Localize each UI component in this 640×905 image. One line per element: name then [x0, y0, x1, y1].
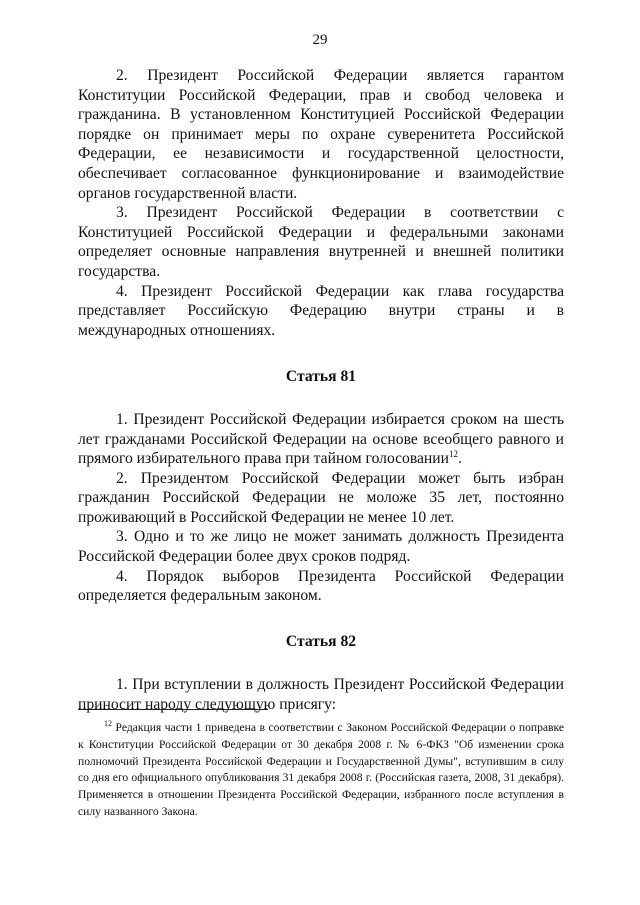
article81-heading: Статья 81	[285, 368, 357, 386]
footnote-number: 12	[104, 719, 112, 729]
article80-part2: 2. Президент Российской Федерации является гарантом Конституции Российской Федерации, прав и свобод человека и гражданина. В установленном Конституцией Российской Федерации порядке он принимает меры по охране суверенитета Российской Федерации, ее независимости и государственной целостности, обеспечивает согласованное функционирование и взаимодействие органов государственной власти.	[78, 67, 564, 202]
page-number: 29	[312, 32, 328, 48]
article81-part1-end: .	[457, 450, 462, 468]
article82-part1: 1. При вступлении в должность Президент Российской Федерации приносит народу следующую присягу:	[78, 676, 564, 714]
article81-part2: 2. Президентом Российской Федерации может быть избран гражданин Российской Федерации не моложе 35 лет, постоянно проживающий в Российской Федерации не менее 10 лет.	[78, 469, 564, 526]
article80-part4: 4. Президент Российской Федерации как глава государства представляет Российскую Федерацию внутри страны и в международных отношениях.	[78, 282, 564, 339]
body-text	[78, 66, 564, 715]
footnote	[78, 720, 564, 821]
footnote-text: Редакция части 1 приведена в соответствии с Законом Российской Федерации о поправке к Конституции Российской Федерации от 30 декабря 2008 г. № 6-ФКЗ "Об изменении срока полномочий Президента Российской Федерации и Государственной Думы", вступившим в силу со дня его официального опубликования 31 декабря 2008 г. (Российская газета, 2008, 31 декабря). Применяется в отношении Президента Российской Федерации, избранного после вступления в силу названного Закона.	[78, 721, 564, 818]
footnote-ref[interactable]: 12	[448, 448, 458, 459]
article81-part4: 4. Порядок выборов Президента Российской Федерации определяется федеральным законом.	[78, 567, 564, 605]
article80-part3: 3. Президент Российской Федерации в соответствии с Конституцией Российской Федерации и федеральными законами определяет основные направления внутренней и внешней политики государства.	[78, 204, 564, 280]
article81-part1	[78, 410, 564, 469]
article81-part3: 3. Одно и то же лицо не может занимать должность Президента Российской Федерации более двух сроков подряд.	[78, 528, 564, 566]
article82-heading: Статья 82	[285, 632, 357, 650]
article81-part1-text: 1. Президент Российской Федерации избирается сроком на шесть лет гражданами Российской Федерации на основе всеобщего равного и прямого избирательного права при тайном голосовании	[78, 410, 564, 468]
footnote-divider	[78, 709, 268, 710]
